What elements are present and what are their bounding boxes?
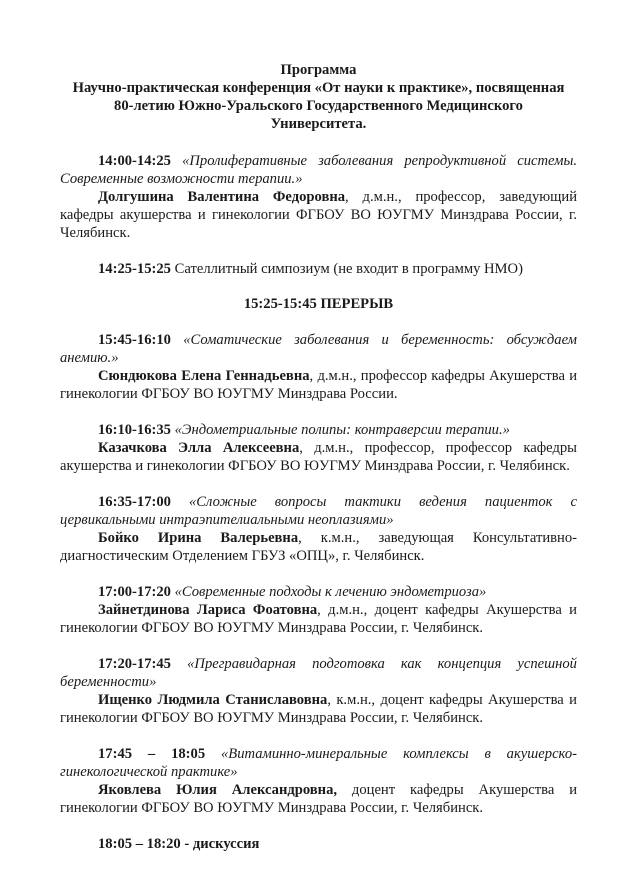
session-speaker-line [60,601,577,637]
session-item [60,493,577,565]
session-time: 14:00-14:25 [98,153,171,169]
session-heading [60,745,577,781]
session-title: «Пролиферативные заболевания репродуктивной системы. Современные возможности терапии.» [60,153,577,187]
program-document [60,61,577,853]
session-item [60,331,577,403]
speaker-details: , д.м.н., профессор, заведующий кафедры акушерства и гинекологии ФГБОУ ВО ЮУГМУ Минздрава России, г. Челябинск. [60,189,578,241]
session-item [60,745,577,817]
session-speaker-line [60,188,577,242]
session-heading [60,655,577,691]
session-item [60,260,577,278]
discussion-item [60,835,577,853]
header-dedication-end: Университета. [270,116,367,132]
session-heading [60,583,577,601]
session-title: «Прегравидарная подготовка как концепция успешной беременности» [60,656,577,690]
session-time: 16:10-16:35 [98,422,171,438]
session-time: 17:45 – 18:05 [98,746,206,762]
session-title: «Современные подходы к лечению эндометриоза» [174,584,487,600]
session-time: 17:00-17:20 [98,584,171,600]
speaker-name: Бойко Ирина Валерьевна [98,530,299,546]
speaker-name: Зайнетдинова Лариса Фоатовна [98,602,318,618]
session-time: 17:20-17:45 [98,656,171,672]
session-heading [60,493,577,529]
break-time: 15:25-15:45 [243,296,317,312]
session-item [60,655,577,727]
session-item [60,152,577,242]
document-header [60,61,577,133]
session-title: «Витаминно-минеральные комплексы в акушерско-гинекологической практике» [60,746,577,780]
speaker-name: Яковлева Юлия Александровна, [98,782,338,798]
speaker-details: , д.м.н., профессор, профессор кафедры акушерства и гинекологии ФГБОУ ВО ЮУГМУ Минздрава России, г. Челябинск. [60,440,577,474]
header-dedication: 80-летию Южно-Уральского Государственного Медицинского [114,98,523,114]
session-heading [60,331,577,367]
discussion-time: 18:05 – 18:20 - дискуссия [98,836,260,852]
session-time: 14:25-15:25 [98,261,171,277]
session-title: Сателлитный симпозиум (не входит в программу НМО) [174,261,523,277]
session-item [60,583,577,637]
session-speaker-line [60,781,577,817]
session-speaker-line [60,691,577,727]
session-heading [60,421,577,439]
session-title: «Сложные вопросы тактики ведения пациенток с цервикальными интраэпителиальными неоплазиями» [60,494,577,528]
session-time: 16:35-17:00 [98,494,171,510]
session-heading [60,152,577,188]
speaker-details: доцент кафедры Акушерства и гинекологии ФГБОУ ВО ЮУГМУ Минздрава России, г. Челябинск. [60,782,577,816]
session-title: «Эндометриальные полипы: контраверсии терапии.» [174,422,510,438]
speaker-name: Сюндюкова Елена Геннадьевна [98,368,310,384]
session-time: 15:45-16:10 [98,332,171,348]
header-title: Программа [280,62,357,78]
speaker-details: , д.м.н., профессор кафедры Акушерства и гинекологии ФГБОУ ВО ЮУГМУ Минздрава России. [60,368,578,402]
speaker-details: , д.м.н., доцент кафедры Акушерства и гинекологии ФГБОУ ВО ЮУГМУ Минздрава России, г. Челябинск. [60,602,577,636]
speaker-details: , к.м.н., доцент кафедры Акушерства и гинекологии ФГБОУ ВО ЮУГМУ Минздрава России, г. Челябинск. [60,692,577,726]
speaker-details: , к.м.н., заведующая Консультативно-диагностическим Отделением ГБУЗ «ОПЦ», г. Челябинск. [60,530,578,564]
speaker-name: Долгушина Валентина Федоровна [98,189,346,205]
break-item [60,295,577,313]
session-item [60,421,577,475]
session-speaker-line [60,529,577,565]
header-conference-name: Научно-практическая конференция «От науки к практике», посвященная [72,80,565,96]
speaker-name: Ищенко Людмила Станиславовна [98,692,328,708]
session-title: «Соматические заболевания и беременность: обсуждаем анемию.» [60,332,577,366]
break-label: ПЕРЕРЫВ [320,296,394,312]
session-heading [60,260,577,278]
session-speaker-line [60,439,577,475]
speaker-name: Казачкова Элла Алексеевна [98,440,300,456]
session-speaker-line [60,367,577,403]
